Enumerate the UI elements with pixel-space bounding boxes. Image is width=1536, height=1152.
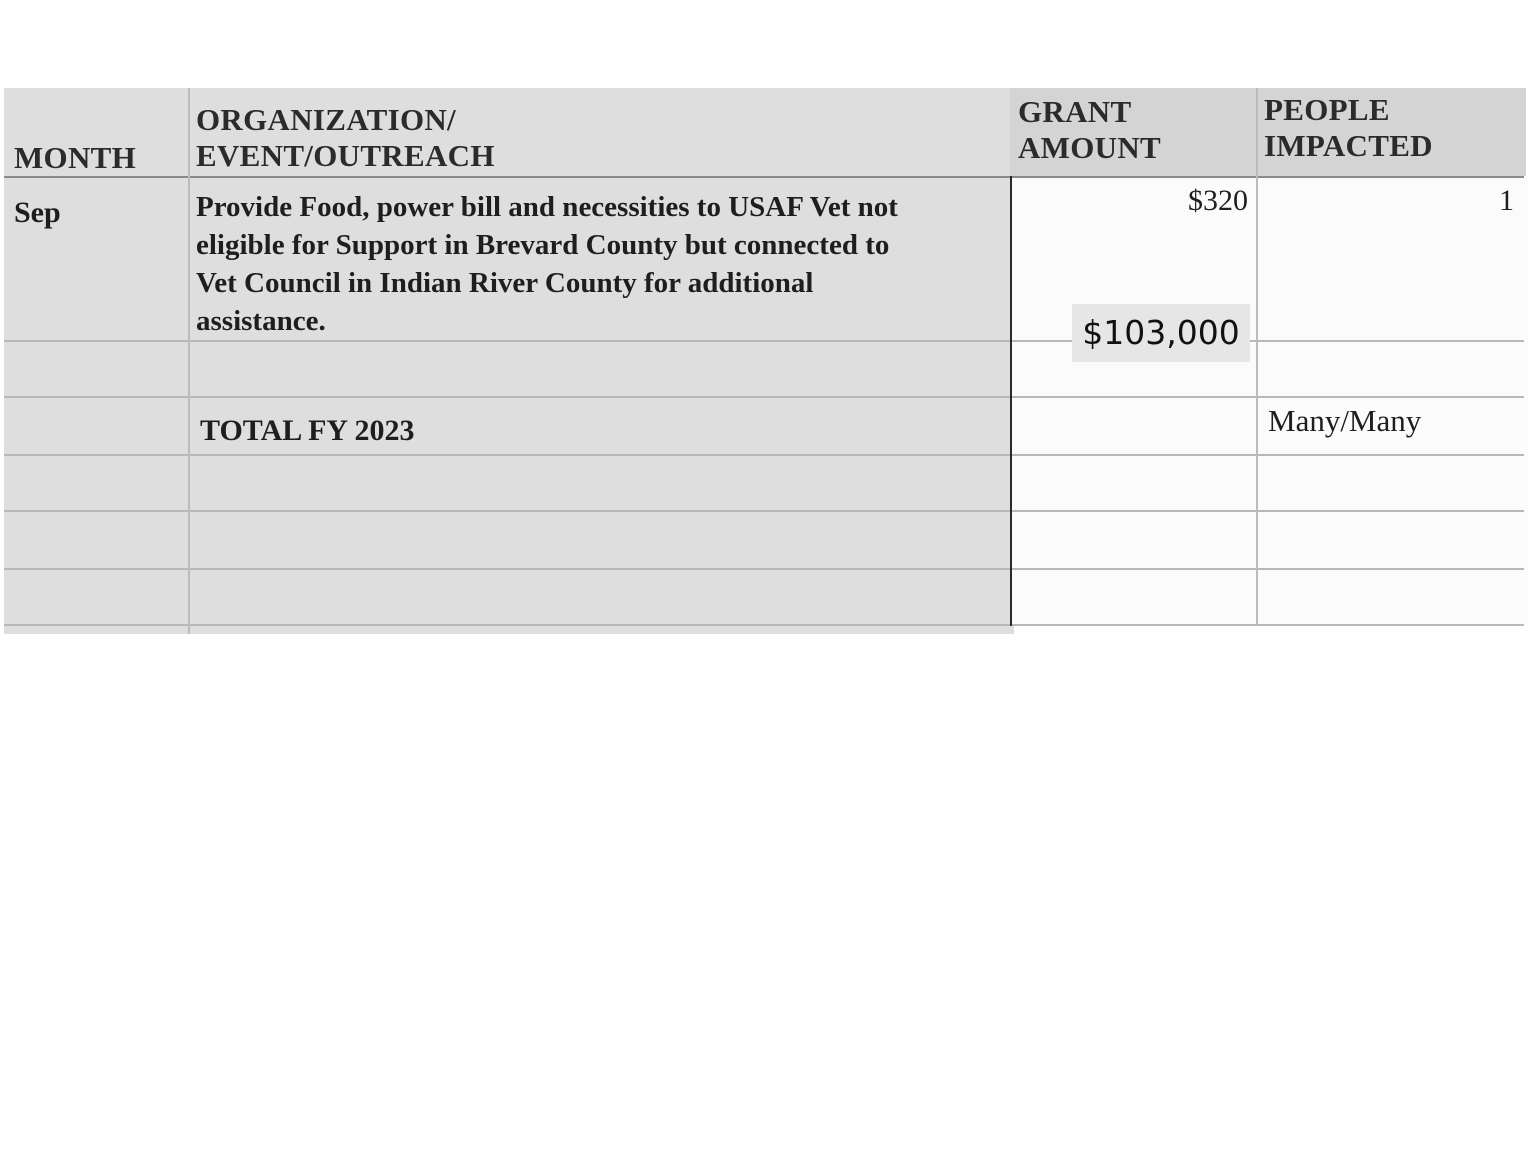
table-white-area (1012, 176, 1528, 624)
row-rule (4, 568, 1524, 570)
row-rule (4, 510, 1524, 512)
column-rule (1010, 176, 1012, 626)
cell-people-impacted: 1 (1499, 184, 1514, 217)
cell-organization-line: Vet Council in Indian River County for additional (196, 267, 814, 299)
header-month: MONTH (14, 140, 137, 175)
grant-table (4, 88, 1528, 636)
total-grant-amount: $103,000 (1072, 304, 1250, 362)
header-grant-line2: AMOUNT (1018, 130, 1162, 165)
cell-grant-amount: $320 (1188, 184, 1248, 217)
row-rule (4, 340, 1524, 342)
table-gray-area (4, 88, 1014, 634)
row-rule (4, 396, 1524, 398)
header-people-line1: PEOPLE (1264, 92, 1390, 127)
header-people-line2: IMPACTED (1264, 128, 1433, 163)
column-rule (188, 88, 190, 634)
header-organization-line1: ORGANIZATION/ (196, 102, 456, 137)
total-people-impacted: Many/Many (1268, 403, 1422, 438)
header-grant-line1: GRANT (1018, 94, 1132, 129)
column-rule (1256, 88, 1258, 626)
cell-organization-line: eligible for Support in Brevard County but connected to (196, 229, 890, 261)
cell-organization-line: Provide Food, power bill and necessities to USAF Vet not (196, 191, 898, 223)
header-rule (4, 176, 1524, 178)
row-rule (4, 454, 1524, 456)
total-label: TOTAL FY 2023 (200, 414, 415, 447)
row-rule (4, 624, 1524, 626)
cell-month: Sep (14, 196, 61, 229)
cell-organization-line: assistance. (196, 305, 326, 337)
header-organization-line2: EVENT/OUTREACH (196, 138, 495, 173)
